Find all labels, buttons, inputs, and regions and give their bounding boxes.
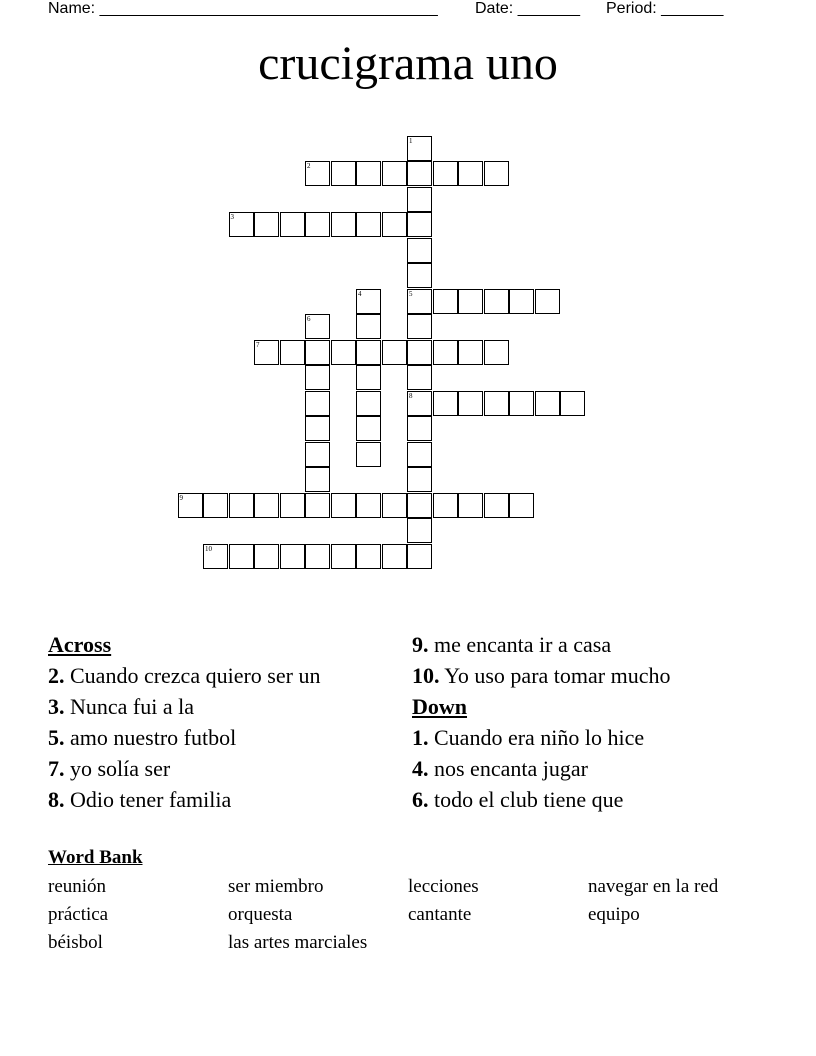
clue-number: 6. (412, 787, 429, 812)
name-field-label: Name: ______________________________________ (48, 0, 438, 17)
clue-text: Cuando era niño lo hice (434, 725, 645, 750)
crossword-cell[interactable] (254, 544, 279, 569)
crossword-cell[interactable] (305, 442, 330, 467)
page-title: crucigrama uno (258, 37, 558, 90)
clue-number: 3. (48, 694, 65, 719)
crossword-cell[interactable] (254, 212, 279, 237)
clue-number-label: 7 (256, 340, 260, 349)
crossword-cell[interactable] (407, 442, 432, 467)
clue-number-label: 5 (409, 289, 413, 298)
clue-text: Nunca fui a la (70, 694, 194, 719)
crossword-cell[interactable] (407, 365, 432, 390)
crossword-cell[interactable] (305, 544, 330, 569)
crossword-cell[interactable] (356, 391, 381, 416)
crossword-cell[interactable] (331, 493, 356, 518)
crossword-cell[interactable] (331, 340, 356, 365)
clue-text: Odio tener familia (70, 787, 232, 812)
clue-number: 10. (412, 663, 440, 688)
crossword-cell[interactable] (356, 365, 381, 390)
crossword-cell[interactable] (535, 289, 560, 314)
word-bank-title: Word Bank (48, 847, 143, 868)
clue-text: nos encanta jugar (434, 756, 588, 781)
crossword-cell[interactable] (356, 314, 381, 339)
crossword-cell[interactable] (407, 467, 432, 492)
crossword-cell[interactable] (433, 340, 458, 365)
clue-down-6 (412, 784, 670, 815)
down-heading: Down (412, 694, 468, 719)
clue-across-9 (412, 629, 670, 660)
crossword-cell[interactable] (280, 212, 305, 237)
clue-down-4 (412, 753, 670, 784)
crossword-cell[interactable] (407, 416, 432, 441)
word-bank-item: reunión (48, 876, 107, 897)
crossword-cell[interactable] (407, 493, 432, 518)
clue-number-label: 2 (307, 162, 311, 170)
crossword-cell[interactable] (331, 544, 356, 569)
crossword-cell[interactable] (407, 518, 432, 543)
crossword-cell[interactable] (484, 493, 509, 518)
clue-text: amo nuestro futbol (70, 725, 237, 750)
crossword-cell[interactable] (305, 416, 330, 441)
clues-left-column (48, 629, 320, 815)
crossword-cell[interactable] (433, 161, 458, 186)
clues-right-column (412, 629, 670, 815)
crossword-cell[interactable] (407, 314, 432, 339)
crossword-cell[interactable] (331, 212, 356, 237)
clue-number: 5. (48, 725, 65, 750)
crossword-cell[interactable] (535, 391, 560, 416)
crossword-cell[interactable] (458, 161, 483, 186)
clue-number: 8. (48, 787, 65, 812)
crossword-cell[interactable] (382, 544, 407, 569)
clue-text: me encanta ir a casa (434, 632, 612, 657)
clue-number-label: 1 (409, 136, 413, 145)
crossword-cell[interactable] (407, 161, 432, 186)
clue-across-2 (48, 660, 320, 691)
clue-across-10 (412, 660, 670, 691)
crossword-cell[interactable] (305, 365, 330, 390)
crossword-cell[interactable] (433, 391, 458, 416)
crossword-cell[interactable] (560, 391, 585, 416)
clue-number-label: 8 (409, 391, 413, 400)
clue-text: yo solía ser (70, 756, 171, 781)
crossword-cell[interactable] (305, 467, 330, 492)
crossword-cell[interactable] (407, 340, 432, 365)
crossword-cell[interactable] (382, 161, 407, 186)
clue-number: 9. (412, 632, 429, 657)
crossword-cell[interactable] (382, 212, 407, 237)
crossword-cell[interactable] (229, 493, 254, 518)
crossword-cell[interactable] (509, 289, 534, 314)
crossword-cell[interactable] (458, 289, 483, 314)
crossword-cell[interactable] (280, 340, 305, 365)
clue-number: 1. (412, 725, 429, 750)
crossword-cell[interactable] (356, 416, 381, 441)
clue-number-label: 9 (179, 493, 183, 502)
crossword-cell[interactable] (407, 187, 432, 212)
clue-number: 7. (48, 756, 65, 781)
crossword-cell[interactable] (382, 493, 407, 518)
crossword-cell[interactable] (305, 212, 330, 237)
crossword-cell[interactable] (484, 340, 509, 365)
crossword-cell[interactable] (433, 493, 458, 518)
clue-across-8 (48, 784, 320, 815)
crossword-cell[interactable] (458, 391, 483, 416)
clue-text: Yo uso para tomar mucho (444, 663, 671, 688)
clue-number: 4. (412, 756, 429, 781)
word-bank-item: práctica (48, 904, 109, 925)
crossword-cell[interactable] (407, 263, 432, 288)
crossword-cell[interactable] (433, 289, 458, 314)
date-field-label: Date: _______ (475, 0, 580, 17)
clue-number-label: 4 (358, 289, 362, 298)
word-bank-item: béisbol (48, 932, 103, 953)
crossword-cell[interactable] (484, 391, 509, 416)
word-bank-item: orquesta (228, 904, 293, 925)
crossword-cell[interactable] (305, 340, 330, 365)
word-bank-item: equipo (588, 904, 640, 925)
crossword-cell[interactable] (305, 493, 330, 518)
crossword-cell[interactable] (484, 289, 509, 314)
crossword-cell[interactable] (484, 161, 509, 186)
clue-across-7 (48, 753, 320, 784)
crossword-cell[interactable] (356, 544, 381, 569)
clue-number-label: 10 (205, 544, 212, 553)
word-bank-item: lecciones (408, 876, 479, 897)
crossword-cell[interactable] (280, 544, 305, 569)
clue-text: Cuando crezca quiero ser un (70, 663, 321, 688)
crossword-cell[interactable] (509, 493, 534, 518)
crossword-cell[interactable] (305, 391, 330, 416)
clue-number: 2. (48, 663, 65, 688)
crossword-cell[interactable] (356, 442, 381, 467)
period-field-label: Period: _______ (606, 0, 724, 17)
clue-across-3 (48, 691, 320, 722)
crossword-cell[interactable] (356, 493, 381, 518)
word-bank-item: las artes marciales (228, 932, 368, 953)
crossword-cell[interactable] (331, 161, 356, 186)
word-bank-item: ser miembro (228, 876, 324, 897)
crossword-cell[interactable] (407, 238, 432, 263)
crossword-cell[interactable] (458, 493, 483, 518)
clue-number-label: 6 (307, 315, 311, 323)
crossword-cell[interactable] (203, 493, 228, 518)
crossword-cell[interactable] (229, 544, 254, 569)
crossword-cell[interactable] (407, 212, 432, 237)
word-bank-item: navegar en la red (588, 876, 719, 897)
crossword-cell[interactable] (458, 340, 483, 365)
across-heading: Across (48, 632, 112, 657)
crossword-cell[interactable] (254, 493, 279, 518)
crossword-cell[interactable] (407, 544, 432, 569)
clue-number-label: 3 (230, 213, 234, 221)
crossword-cell[interactable] (356, 340, 381, 365)
crossword-cell[interactable] (382, 340, 407, 365)
clue-text: todo el club tiene que (434, 787, 624, 812)
word-bank-item: cantante (408, 904, 472, 925)
clue-down-1 (412, 722, 670, 753)
clue-across-5 (48, 722, 320, 753)
crossword-cell[interactable] (509, 391, 534, 416)
crossword-cell[interactable] (356, 161, 381, 186)
crossword-cell[interactable] (280, 493, 305, 518)
crossword-cell[interactable] (356, 212, 381, 237)
